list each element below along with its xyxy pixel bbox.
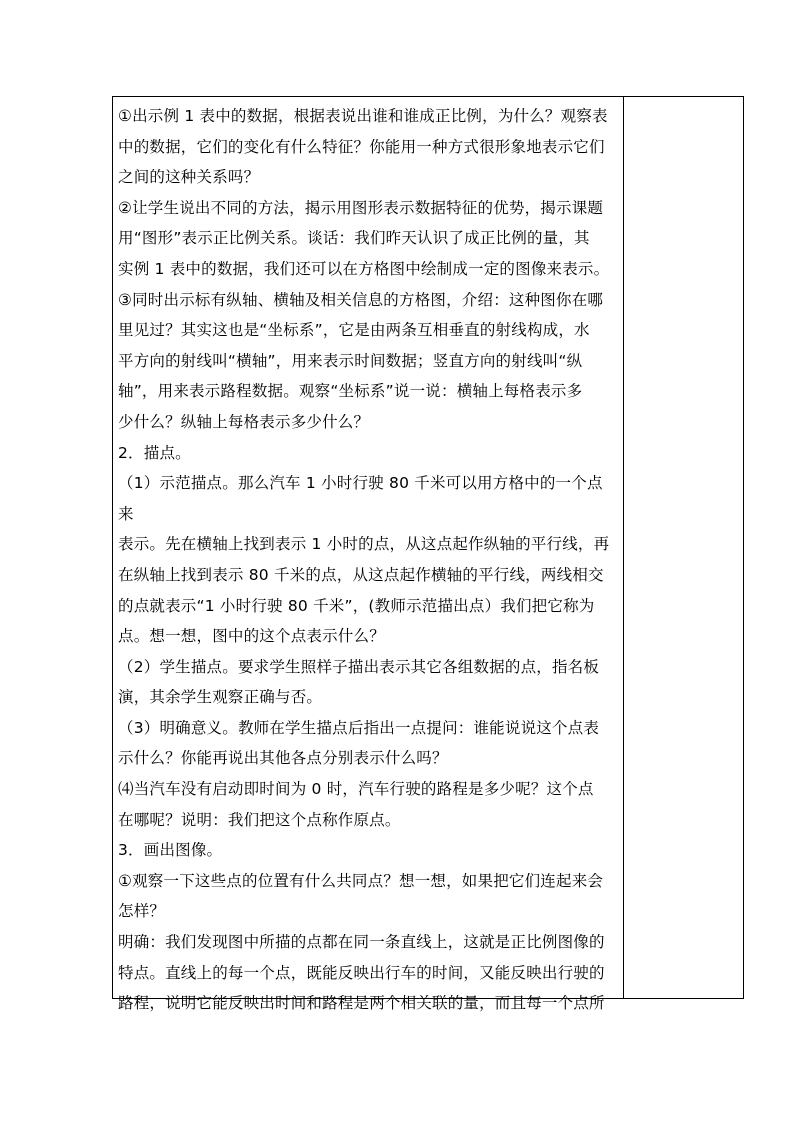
text-line: ⑷当汽车没有启动即时间为 0 时，汽车行驶的路程是多少呢？这个点: [118, 780, 594, 799]
text-line: 路程，说明它能反映出时间和路程是两个相关联的量，而且每一个点所: [118, 994, 605, 1013]
notes-cell: [624, 97, 743, 998]
text-line: （3）明确意义。教师在学生描点后指出一点提问：谁能说说这个点表: [118, 718, 600, 737]
text-line: 示什么？你能再说出其他各点分别表示什么吗？: [118, 749, 448, 768]
text-line: 少什么？纵轴上每格表示多少什么？: [118, 412, 370, 431]
text-line: 点。想一想，图中的这个点表示什么？: [118, 627, 385, 646]
text-line: ①出示例 1 表中的数据，根据表说出谁和谁成正比例，为什么？观察表: [118, 107, 608, 125]
section-heading: 3．画出图像。: [118, 841, 223, 860]
text-line: ②让学生说出不同的方法，揭示用图形表示数据特征的优势，揭示课题: [118, 198, 604, 217]
section-heading: 2．描点。: [118, 443, 191, 462]
text-line: 之间的这种关系吗？: [118, 168, 260, 187]
text-line: 轴”，用来表示路程数据。观察“坐标系”说一说：横轴上每格表示多: [118, 382, 583, 401]
text-line: （1）示范描点。那么汽车 1 小时行驶 80 千米可以用方格中的一个点来: [118, 474, 603, 523]
text-line: ①观察一下这些点的位置有什么共同点？想一想，如果把它们连起来会: [118, 871, 604, 890]
text-line: 明确：我们发现图中所描的点都在同一条直线上，这就是正比例图像的: [118, 933, 605, 952]
text-line: 特点。直线上的每一个点，既能反映出行车的时间，又能反映出行驶的: [118, 963, 605, 982]
text-line: 在纵轴上找到表示 80 千米的点，从这点起作横轴的平行线，两线相交: [118, 565, 604, 584]
text-line: 用“图形”表示正比例关系。谈话：我们昨天认识了成正比例的量，其: [118, 229, 590, 248]
text-line: 中的数据，它们的变化有什么特征？你能用一种方式很形象地表示它们: [118, 137, 605, 156]
text-line: （2）学生描点。要求学生照样子描出表示其它各组数据的点，指名板: [118, 657, 600, 676]
text-line: 的点就表示“1 小时行驶 80 千米”，(教师示范描出点）我们把它称为: [118, 596, 595, 615]
text-line: 在哪呢？说明：我们把这个点称作原点。: [118, 810, 401, 829]
text-line: 里见过？其实这也是“坐标系”，它是由两条互相垂直的射线构成，水: [118, 321, 590, 340]
text-line: 演，其余学生观察正确与否。: [118, 688, 323, 707]
text-line: ③同时出示标有纵轴、横轴及相关信息的方格图，介绍：这种图你在哪: [118, 290, 604, 309]
lesson-table: [112, 96, 744, 1013]
lesson-content-cell: [118, 101, 616, 1019]
text-line: 表示。先在横轴上找到表示 1 小时的点，从这点起作纵轴的平行线，再: [118, 535, 610, 554]
text-line: 平方向的射线叫“横轴”，用来表示时间数据；竖直方向的射线叫“纵: [118, 351, 583, 370]
text-line: 怎样？: [118, 902, 166, 921]
text-line: 实例 1 表中的数据，我们还可以在方格图中绘制成一定的图像来表示。: [118, 259, 610, 278]
